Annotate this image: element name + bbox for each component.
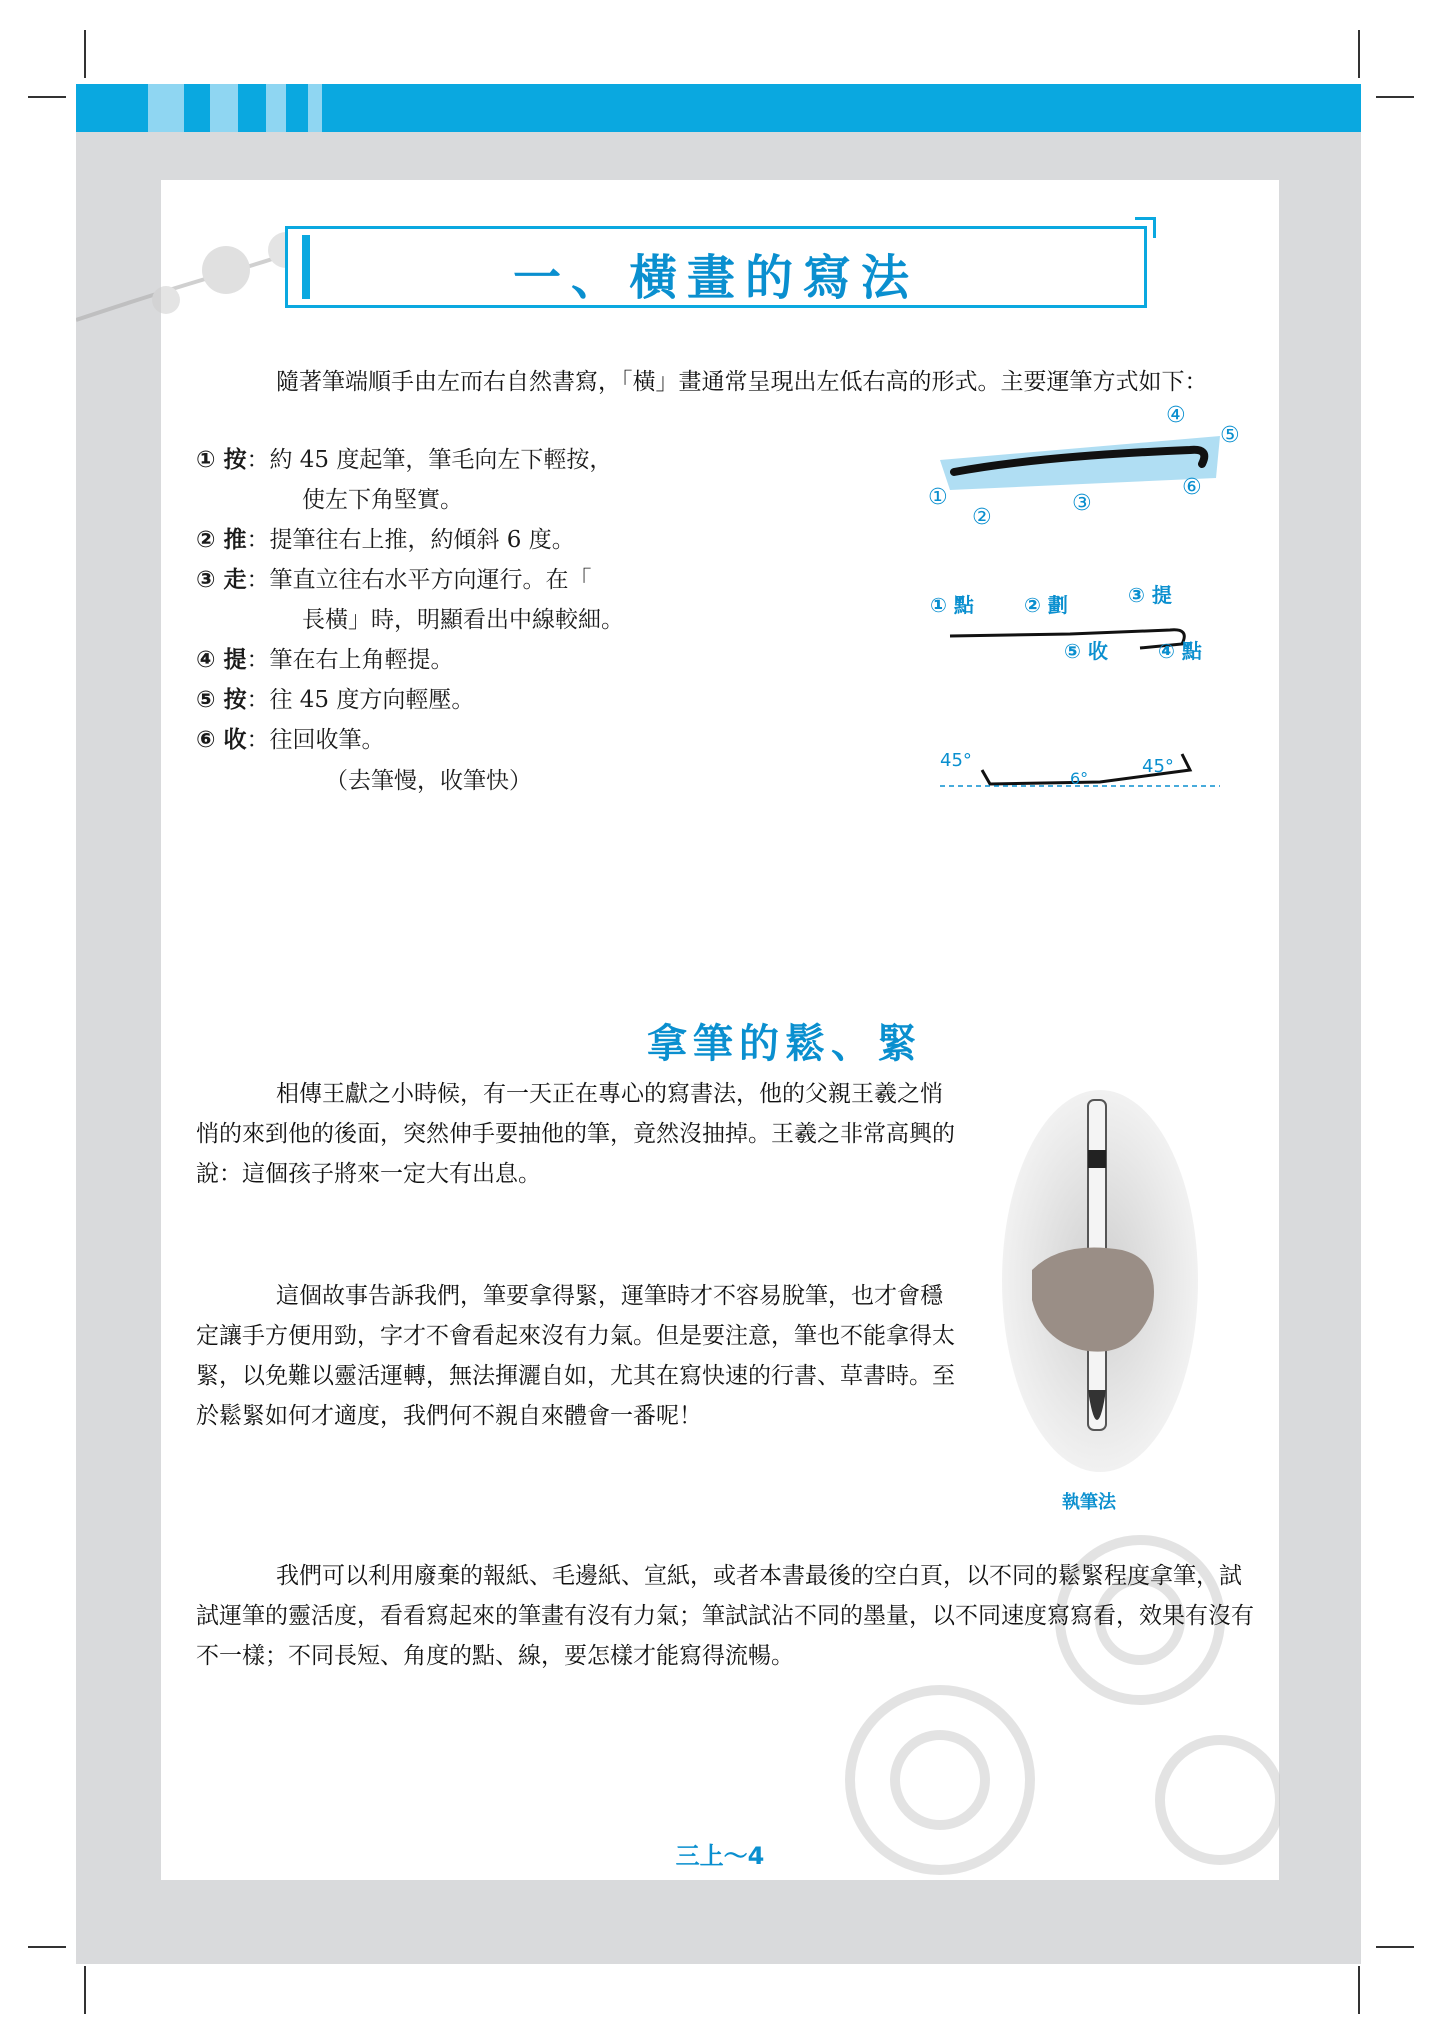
floral-background-pattern bbox=[760, 1480, 1280, 1880]
section-subtitle: 拿筆的鬆、緊 bbox=[647, 1020, 923, 1067]
diagram-label: ① 點 bbox=[930, 593, 974, 617]
page-title: 一、橫畫的寫法 bbox=[512, 250, 919, 306]
crop-mark bbox=[1376, 96, 1414, 98]
diagram-num: ② bbox=[972, 505, 992, 530]
crop-mark bbox=[1376, 1946, 1414, 1948]
diagram-label: ③ 提 bbox=[1128, 583, 1172, 607]
diagram-num: ⑥ bbox=[1182, 475, 1202, 500]
step-item: ④ 提：筆在右上角輕提。 bbox=[196, 647, 454, 673]
angle-label: 45° bbox=[1142, 756, 1174, 777]
diagram-num: ① bbox=[928, 485, 948, 510]
story-paragraph-1: 相傳王獻之小時候，有一天正在專心的寫書法，他的父親王羲之悄悄的來到他的後面，突然伸手要抽他的筆，竟然沒抽掉。王羲之非常高興的說：這個孩子將來一定大有出息。 bbox=[196, 1081, 955, 1187]
step-item: ③ 走：筆直立往右水平方向運行。在「 長橫」時，明顯看出中線較細。 bbox=[196, 567, 624, 633]
crop-mark bbox=[84, 1966, 86, 2014]
diagram-num: ⑤ bbox=[1220, 423, 1240, 448]
stroke-diagram bbox=[920, 390, 1260, 810]
diagram-label: ⑤ 收 bbox=[1064, 639, 1108, 663]
step-note: （去筆慢，收筆快） bbox=[325, 768, 532, 794]
steps-list bbox=[196, 440, 896, 760]
step-item: ⑤ 按：往 45 度方向輕壓。 bbox=[196, 687, 475, 713]
step-item: ① 按：約 45 度起筆，筆毛向左下輕按， 使左下角堅實。 bbox=[196, 447, 613, 513]
angle-label: 6° bbox=[1070, 769, 1089, 788]
intro-paragraph: 隨著筆端順手由左而右自然書寫，「橫」畫通常呈現出左低右高的形式。主要運筆方式如下： bbox=[276, 369, 1208, 395]
story-paragraph-2: 這個故事告訴我們，筆要拿得緊，運筆時才不容易脫筆，也才會穩定讓手方便用勁，字才不會看起來沒有力氣。但是要注意，筆也不能拿得太緊，以免難以靈活運轉，無法揮灑自如，尤其在寫快速的行書、草書時。至於鬆緊如何才適度，我們何不親自來體會一番呢！ bbox=[196, 1283, 955, 1429]
crop-mark bbox=[1358, 30, 1360, 78]
crop-mark bbox=[28, 1946, 66, 1948]
step-item: ② 推：提筆往右上推，約傾斜 6 度。 bbox=[196, 527, 575, 553]
story-paragraph-3: 我們可以利用廢棄的報紙、毛邊紙、宣紙，或者本書最後的空白頁，以不同的鬆緊程度拿筆，試試運筆的靈活度，看看寫起來的筆畫有沒有力氣；筆試試沾不同的墨量，以不同速度寫寫看，效果有沒有不一樣；不同長短、角度的點、線，要怎樣才能寫得流暢。 bbox=[196, 1563, 1254, 1669]
page-number: 三上～4 bbox=[675, 1842, 765, 1870]
crop-mark bbox=[84, 30, 86, 78]
photo-caption: 執筆法 bbox=[1062, 1492, 1116, 1513]
diagram-label: ④ 點 bbox=[1158, 639, 1202, 663]
angle-label: 45° bbox=[940, 750, 972, 771]
diagram-label: ② 劃 bbox=[1024, 593, 1068, 617]
step-item: ⑥ 收：往回收筆。 bbox=[196, 727, 385, 753]
photo-oval bbox=[1002, 1090, 1198, 1472]
diagram-num: ③ bbox=[1072, 491, 1092, 516]
title-box bbox=[285, 226, 1147, 308]
crop-mark bbox=[28, 96, 66, 98]
header-bar bbox=[76, 84, 1361, 132]
diagram-num: ④ bbox=[1166, 403, 1186, 428]
crop-mark bbox=[1358, 1966, 1360, 2014]
brush-in-hand-image bbox=[1002, 1090, 1198, 1472]
